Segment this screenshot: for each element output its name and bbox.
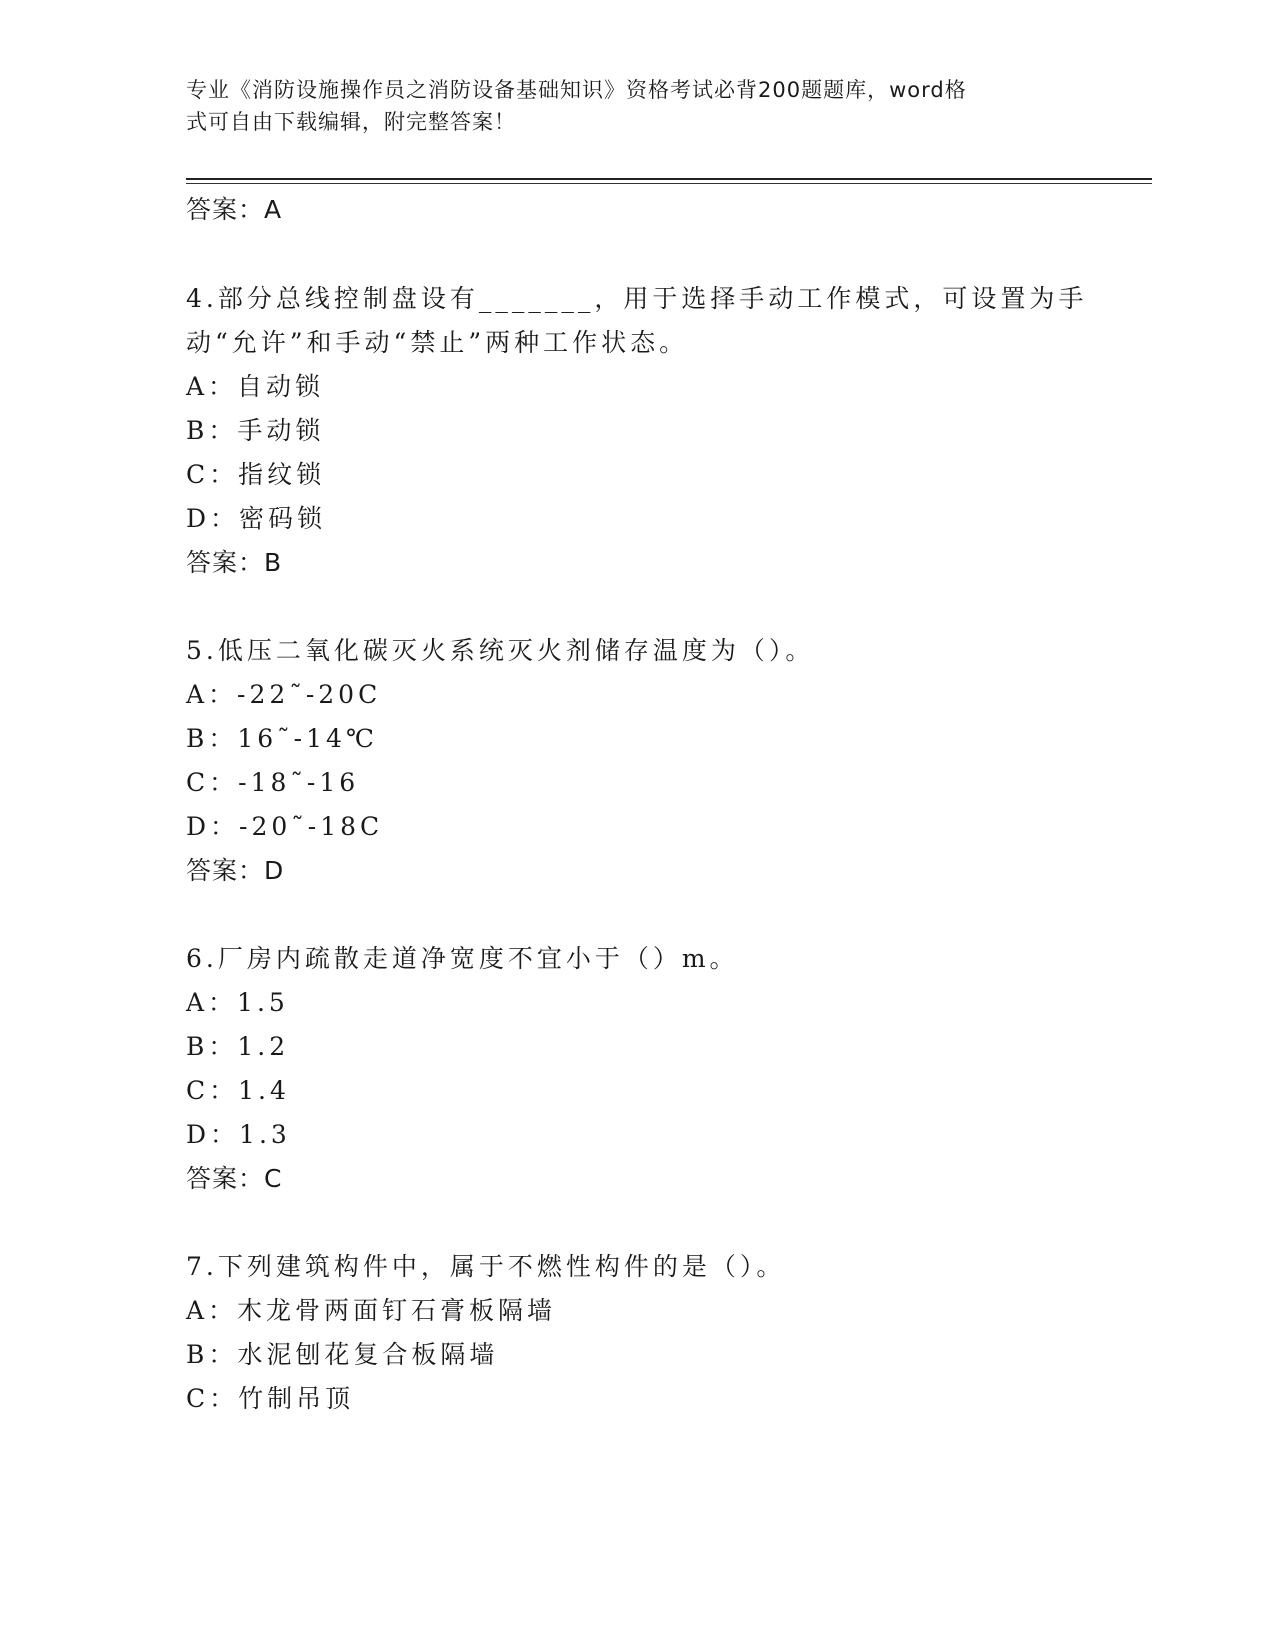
q5-stem: 5.低压二氧化碳灭火系统灭火剂储存温度为（）。 (186, 636, 815, 665)
q6-option-c: C：1.4 (186, 1076, 290, 1105)
q4-option-b: B：手动锁 (186, 416, 325, 445)
q4-answer: 答案：B (186, 548, 283, 577)
document-header (186, 74, 1066, 138)
q4-option-a: A：自动锁 (186, 372, 325, 401)
q6-stem: 6.厂房内疏散走道净宽度不宜小于（）m。 (186, 944, 739, 973)
q6-option-b: B：1.2 (186, 1032, 290, 1061)
q4-stem-line-2: 动“允许”和手动“禁止”两种工作状态。 (186, 328, 689, 357)
q4-option-c: C：指纹锁 (186, 460, 326, 489)
q5-option-c: C：-18˜-16 (186, 768, 360, 797)
q6-option-d: D：1.3 (186, 1120, 291, 1149)
header-line-1: 专业《消防设施操作员之消防设备基础知识》资格考试必背200题题库，word格 (186, 78, 967, 102)
q5-option-d: D：-20˜-18C (186, 812, 384, 841)
q6-option-a: A：1.5 (186, 988, 289, 1017)
q3-answer: 答案：A (186, 195, 283, 224)
q7-option-a: A：木龙骨两面钉石膏板隔墙 (186, 1296, 557, 1325)
q7-stem: 7.下列建筑构件中，属于不燃性构件的是（）。 (186, 1252, 786, 1281)
q5-option-a: A：-22˜-20C (186, 680, 382, 709)
q7-option-c: C：竹制吊顶 (186, 1384, 355, 1413)
q5-option-b: B：16˜-14℃ (186, 724, 378, 753)
q6-answer: 答案：C (186, 1164, 283, 1193)
q4-stem-line-1: 4.部分总线控制盘设有_______，用于选择手动工作模式，可设置为手 (186, 284, 1088, 313)
q4-option-d: D：密码锁 (186, 504, 327, 533)
q7-option-b: B：水泥刨花复合板隔墙 (186, 1340, 499, 1369)
q5-answer: 答案：D (186, 856, 285, 885)
header-line-2: 式可自由下载编辑，附完整答案！ (186, 110, 516, 134)
header-rule-thick (186, 178, 1152, 180)
header-rule-thin (186, 183, 1152, 184)
